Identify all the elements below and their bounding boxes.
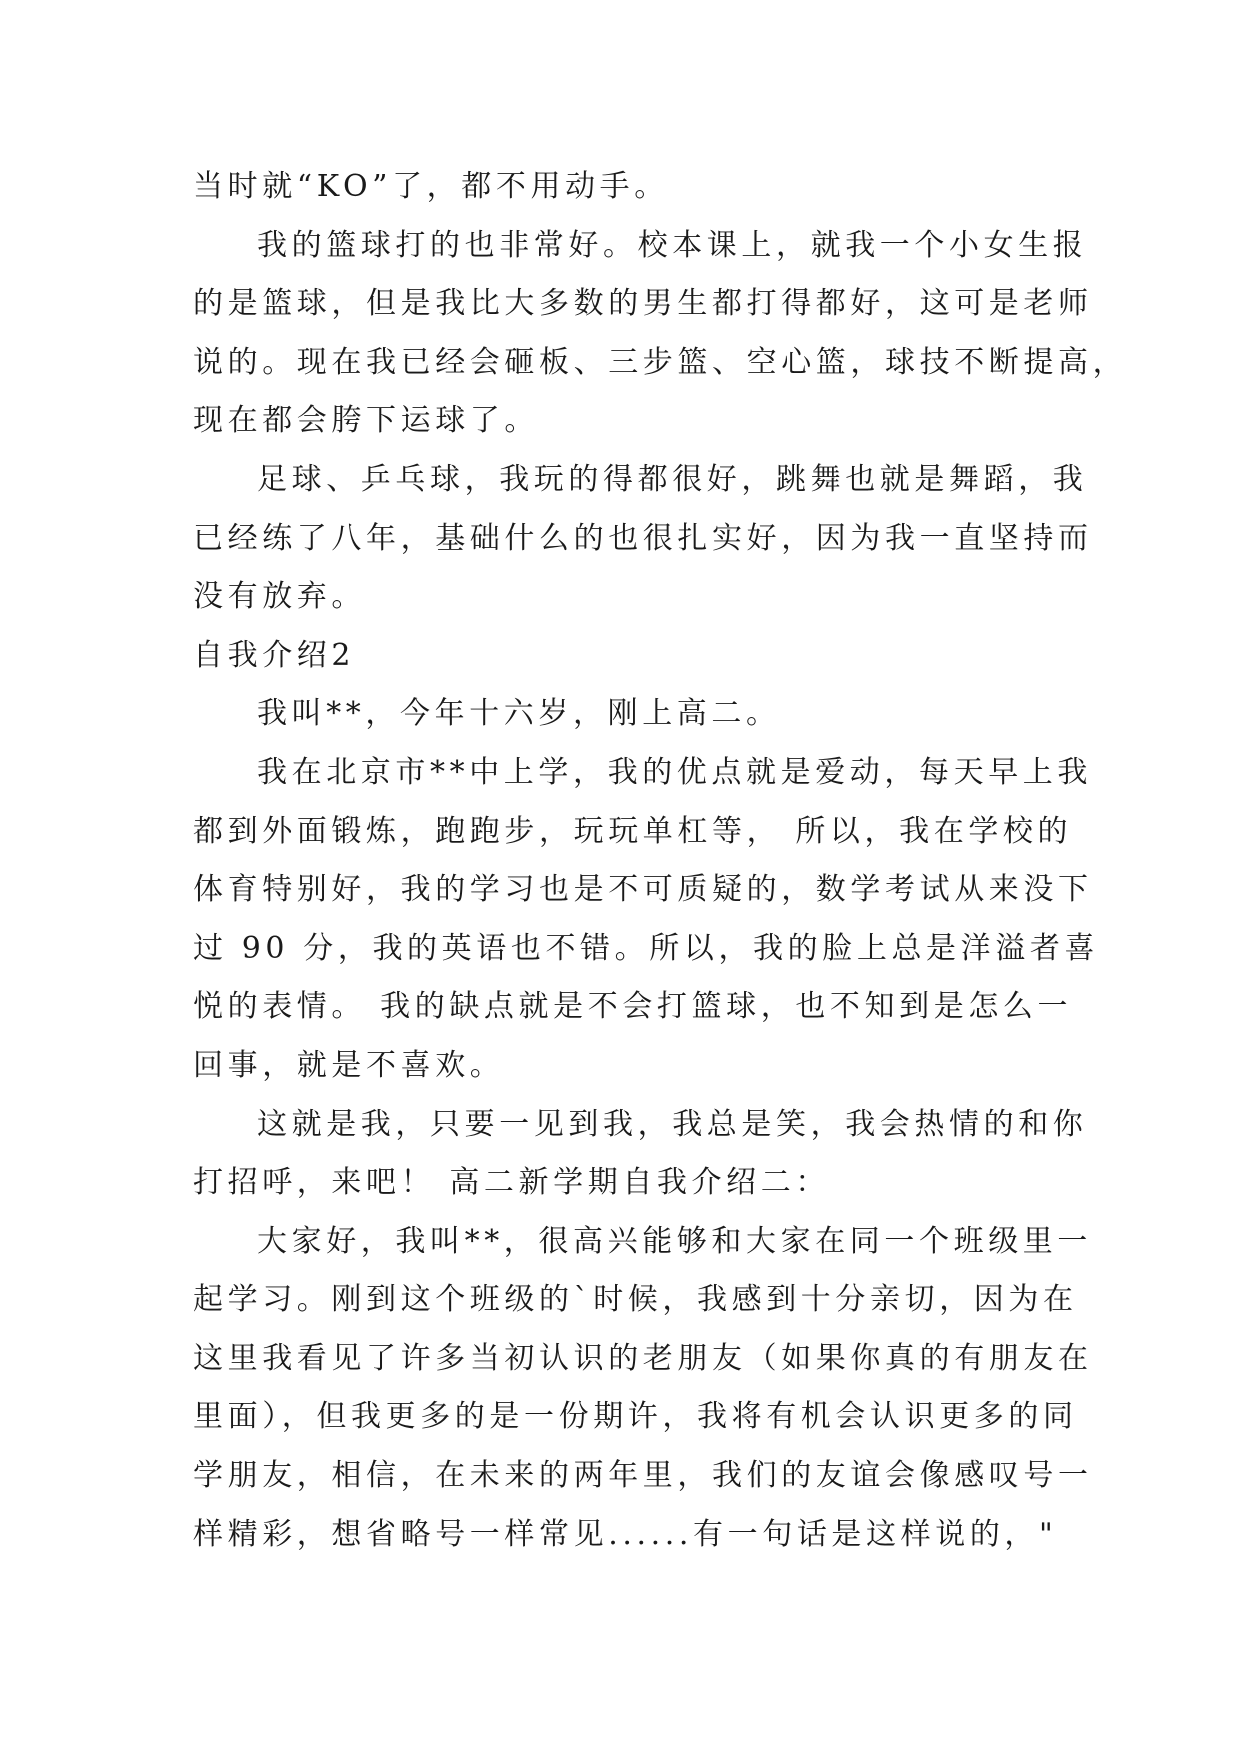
- text-line: 说的。现在我已经会砸板、三步篮、空心篮，球技不断提高，: [193, 344, 1128, 380]
- text-line: 样精彩，想省略号一样常见......有一句话是这样说的，": [193, 1516, 1058, 1552]
- text-line: 体育特别好，我的学习也是不可质疑的，数学考试从来没下: [193, 872, 1093, 908]
- text-line: 里面），但我更多的是一份期许，我将有机会认识更多的同: [193, 1399, 1078, 1435]
- text-line: 足球、乒乓球，我玩的得都很好，跳舞也就是舞蹈，我: [257, 461, 1088, 497]
- text-line: 这就是我，只要一见到我，我总是笑，我会热情的和你: [257, 1106, 1088, 1142]
- text-line: 我在北京市**中上学，我的优点就是爱动，每天早上我: [257, 754, 1092, 790]
- text-line: 都到外面锻炼，跑跑步，玩玩单杠等， 所以，我在学校的: [193, 813, 1073, 849]
- text-line: 过 90 分，我的英语也不错。所以，我的脸上总是洋溢者喜: [193, 930, 1100, 966]
- text-line: 没有放弃。: [193, 579, 366, 615]
- text-line: 当时就“KO”了，都不用动手。: [193, 169, 669, 204]
- text-line: 起学习。刚到这个班级的`时候，我感到十分亲切，因为在: [193, 1282, 1078, 1318]
- text-line: 学朋友，相信，在未来的两年里，我们的友谊会像感叹号一: [193, 1458, 1093, 1494]
- text-line: 我的篮球打的也非常好。校本课上，就我一个小女生报: [257, 227, 1088, 263]
- document-body: [193, 158, 1128, 1564]
- text-line: 回事，就是不喜欢。: [193, 1047, 505, 1083]
- text-line: 已经练了八年，基础什么的也很扎实好，因为我一直坚持而: [193, 520, 1093, 556]
- text-line: 悦的表情。 我的缺点就是不会打篮球，也不知到是怎么一: [193, 989, 1073, 1025]
- text-line: 现在都会胯下运球了。: [193, 403, 539, 439]
- text-line: 大家好，我叫**，很高兴能够和大家在同一个班级里一: [257, 1223, 1092, 1259]
- text-line: 自我介绍2: [193, 637, 356, 673]
- text-line: 这里我看见了许多当初认识的老朋友（如果你真的有朋友在: [193, 1340, 1093, 1376]
- text-line: 我叫**，今年十六岁，刚上高二。: [257, 696, 781, 732]
- text-line: 的是篮球，但是我比大多数的男生都打得都好，这可是老师: [193, 286, 1093, 322]
- text-line: 打招呼，来吧！ 高二新学期自我介绍二：: [193, 1165, 830, 1201]
